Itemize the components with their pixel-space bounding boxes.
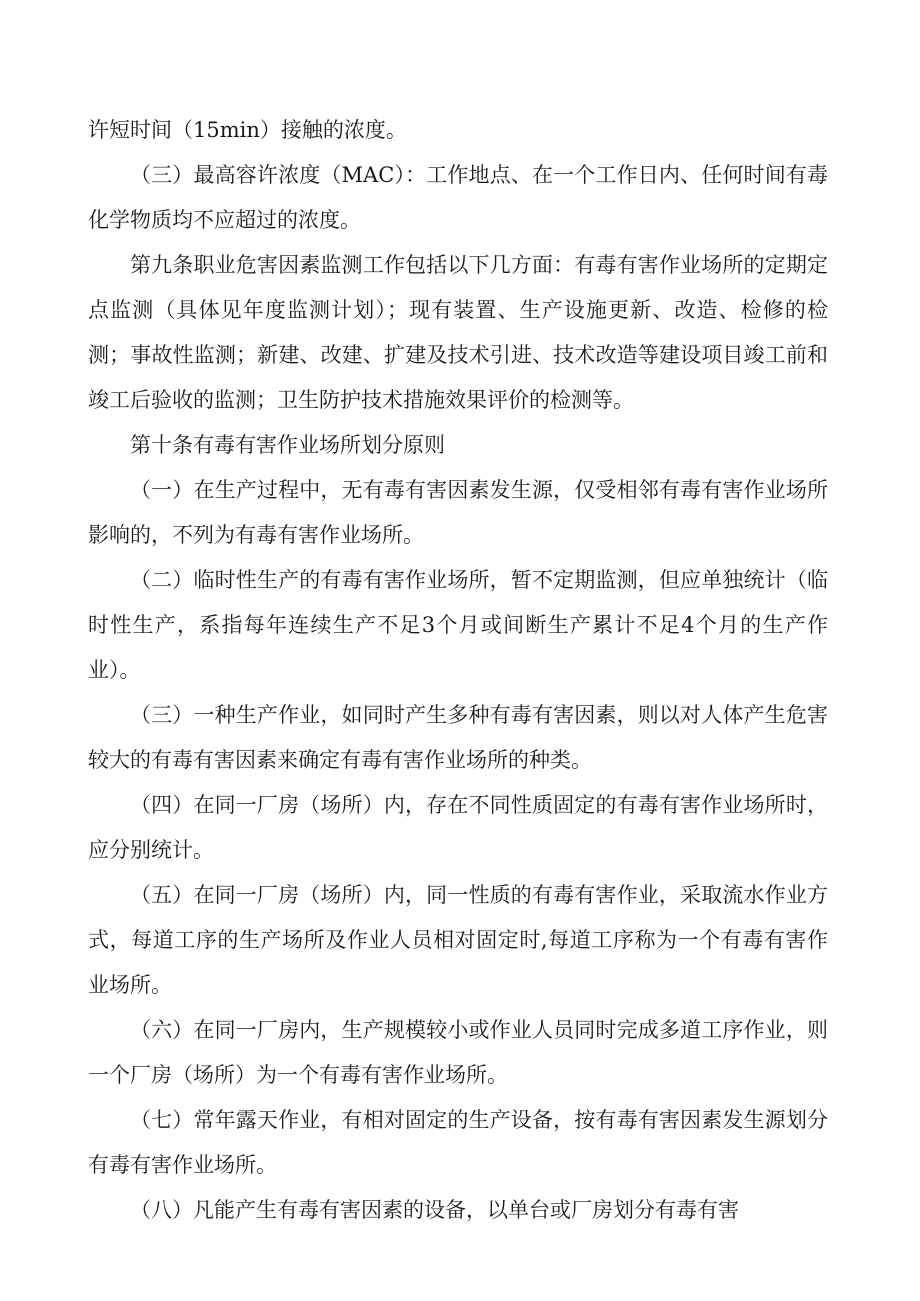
paragraph-item-8: （八）凡能产生有毒有害因素的设备，以单台或厂房划分有毒有害: [130, 1198, 739, 1222]
paragraph-item-1: （一）在生产过程中，无有毒有害因素发生源，仅受相邻有毒有害作业场所影响的，不列为有毒有害作业场所。: [88, 478, 828, 547]
paragraph-item-3: （三）一种生产作业，如同时产生多种有毒有害因素，则以对人体产生危害较大的有毒有害因素来确定有毒有害作业场所的种类。: [88, 703, 828, 772]
paragraph-item-6: （六）在同一厂房内，生产规模较小或作业人员同时完成多道工序作业，则一个厂房（场所）为一个有毒有害作业场所。: [88, 1018, 828, 1087]
paragraph-article-9: 第九条职业危害因素监测工作包括以下几方面：有毒有害作业场所的定期定点监测（具体见年度监测计划）；现有装置、生产设施更新、改造、检修的检测；事故性监测；新建、改建、扩建及技术引进、技术改造等建设项目竣工前和竣工后验收的监测；卫生防护技术措施效果评价的检测等。: [88, 253, 828, 412]
paragraph-item-5: （五）在同一厂房（场所）内，同一性质的有毒有害作业，采取流水作业方式，每道工序的生产场所及作业人员相对固定时,每道工序称为一个有毒有害作业场所。: [88, 883, 828, 997]
paragraph-mac-definition: （三）最高容许浓度（MAC）：工作地点、在一个工作日内、任何时间有毒化学物质均不应超过的浓度。: [88, 163, 828, 232]
paragraph-item-2: （二）临时性生产的有毒有害作业场所，暂不定期监测，但应单独统计（临时性生产，系指每年连续生产不足3个月或间断生产累计不足4个月的生产作业）。: [88, 568, 828, 682]
paragraph-article-10-heading: 第十条有毒有害作业场所划分原则: [130, 433, 445, 457]
paragraph-item-4: （四）在同一厂房（场所）内，存在不同性质固定的有毒有害作业场所时，应分别统计。: [88, 793, 828, 862]
paragraph-continuation: 许短时间（15min）接触的浓度。: [88, 118, 407, 142]
document-body: [88, 108, 828, 1233]
paragraph-item-7: （七）常年露天作业，有相对固定的生产设备，按有毒有害因素发生源划分有毒有害作业场所。: [88, 1108, 828, 1177]
